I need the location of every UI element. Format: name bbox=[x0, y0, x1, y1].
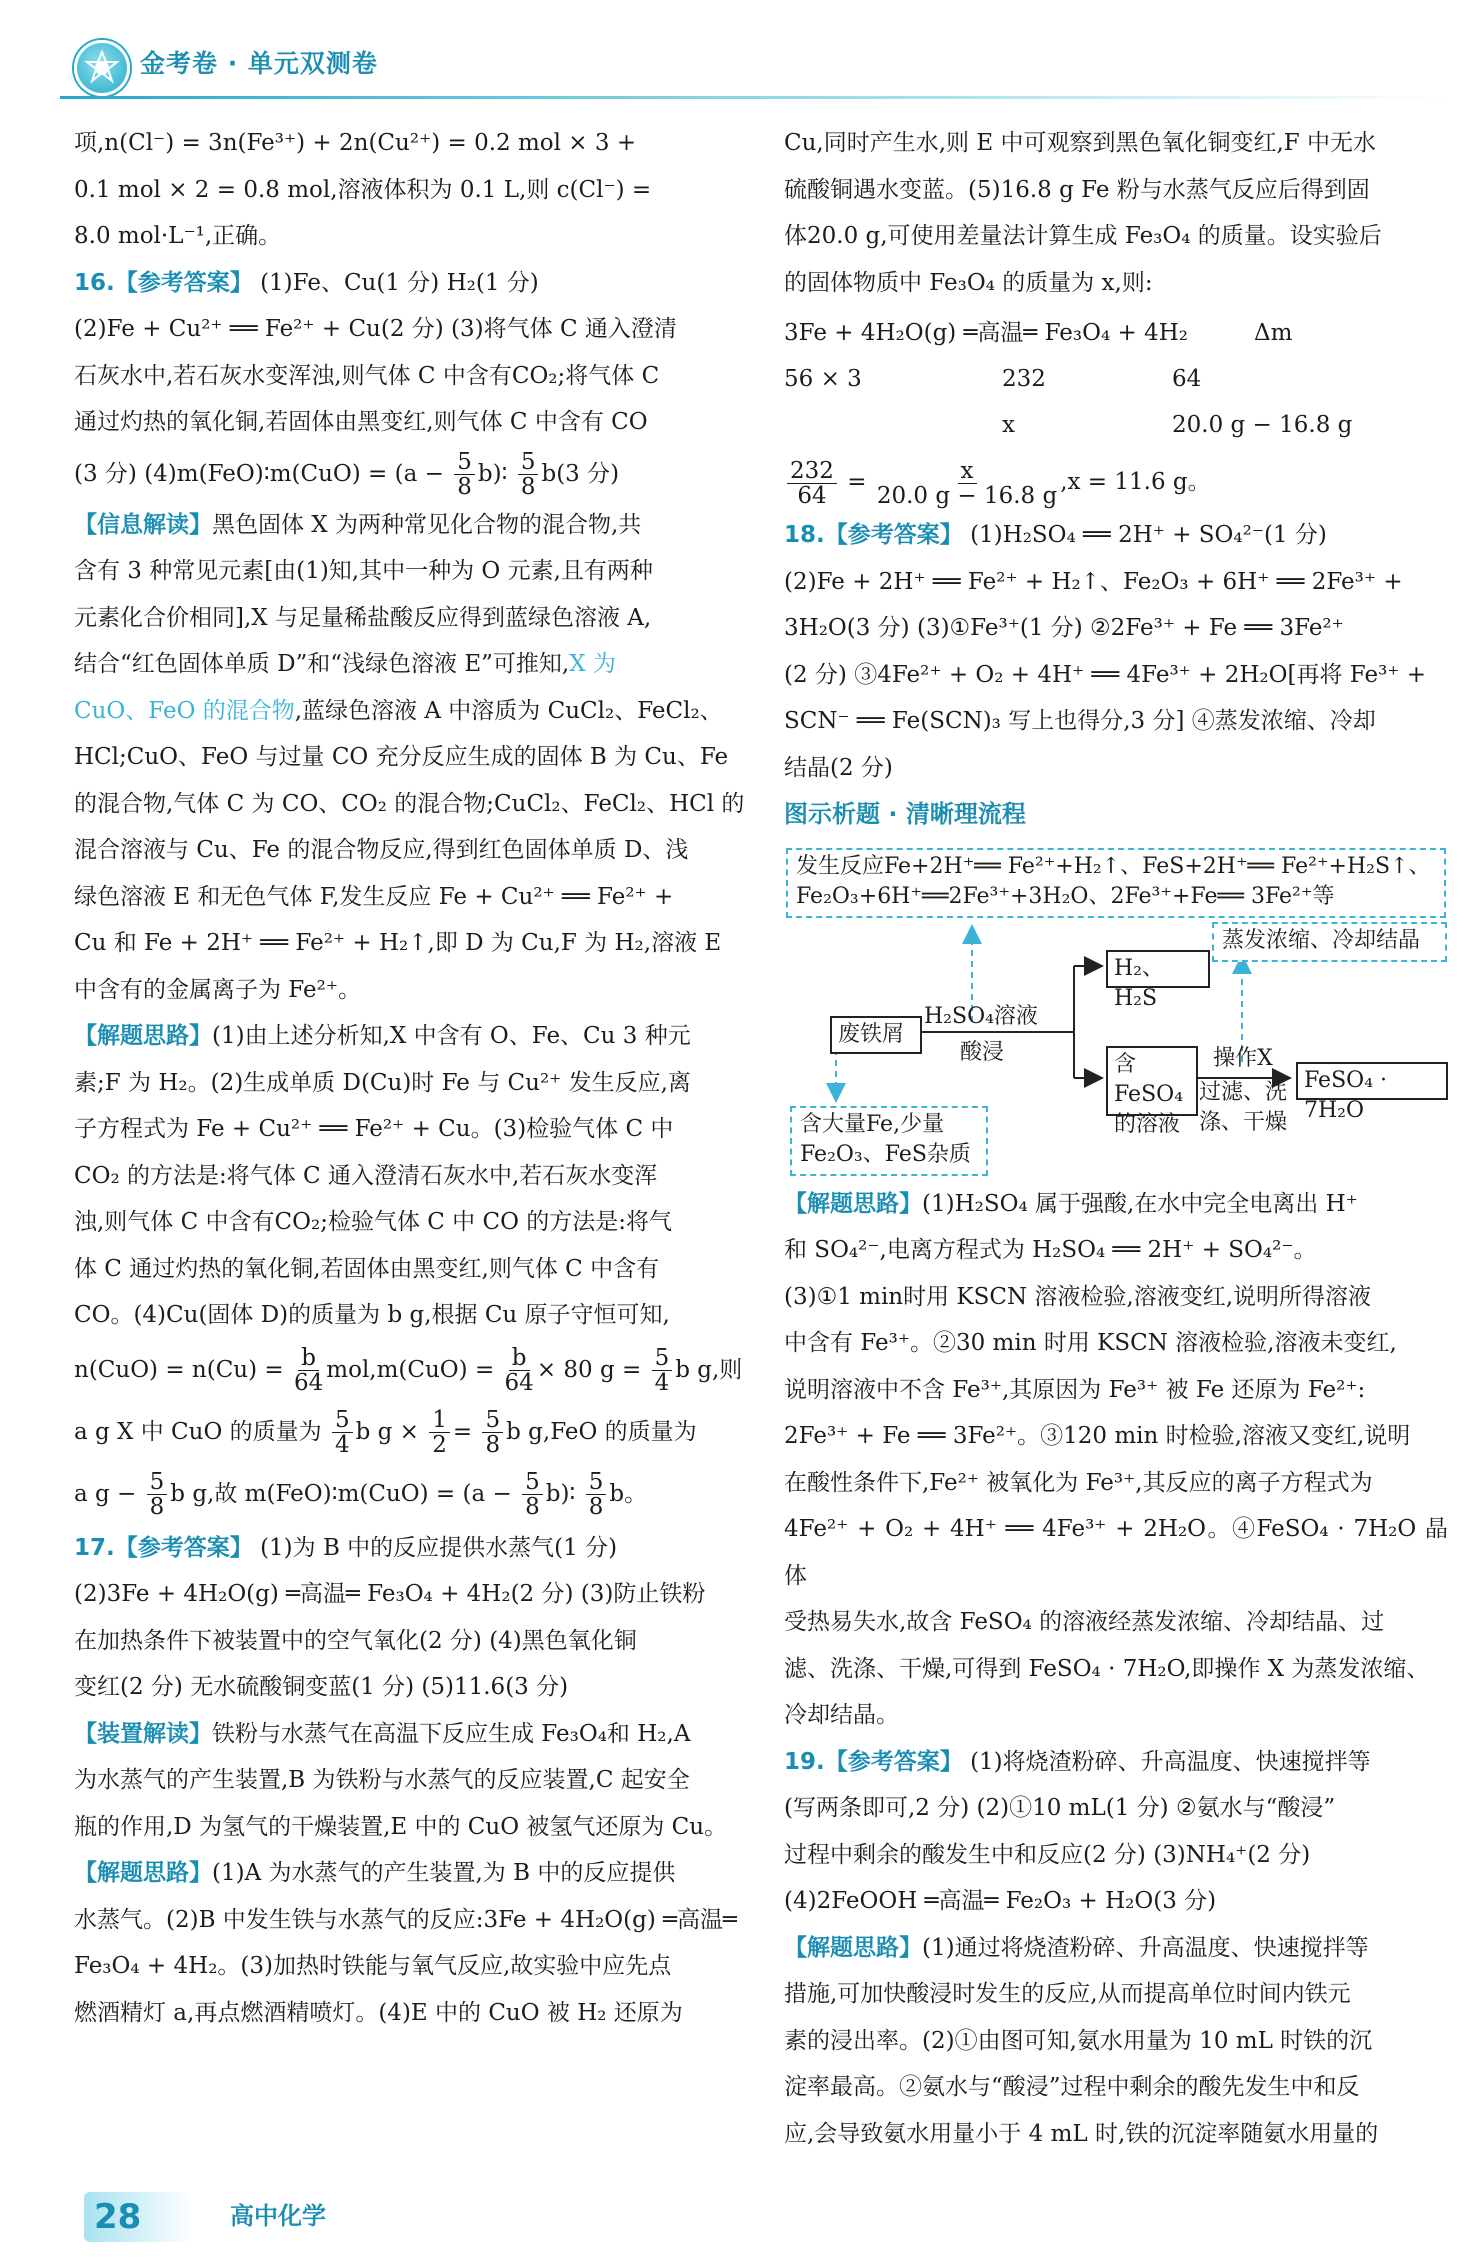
text-line: 和 SO₄²⁻,电离方程式为 H₂SO₄ ══ 2H⁺ + SO₄²⁻。 bbox=[784, 1237, 1317, 1263]
highlight-text: X 为 bbox=[569, 651, 616, 677]
text-line: 4Fe²⁺ + O₂ + 4H⁺ ══ 4Fe³⁺ + 2H₂O。④FeSO₄ · 7H₂O 晶体 bbox=[784, 1516, 1448, 1589]
info-para bbox=[74, 502, 752, 549]
text-line: 混合溶液与 Cu、Fe 的混合物反应,得到红色固体单质 D、浅 bbox=[74, 837, 689, 863]
text-line: Fe₂O₃+6H⁺══2Fe³⁺+3H₂O、2Fe³⁺+Fe══ 3Fe²⁺等 bbox=[796, 883, 1335, 909]
text-line: 的固体物质中 Fe₃O₄ 的质量为 x,则: bbox=[784, 269, 1153, 296]
text-span: 20.0 g − 16.8 g bbox=[1172, 411, 1353, 438]
page-header bbox=[0, 0, 1468, 120]
text-line: 中含有的金属离子为 Fe²⁺。 bbox=[74, 976, 361, 1003]
text-line: 说明溶液中不含 Fe³⁺,其原因为 Fe³⁺ 被 Fe 还原为 Fe²⁺: bbox=[784, 1376, 1366, 1403]
text-span: 56 × 3 bbox=[784, 365, 862, 392]
reaction-note-box bbox=[786, 848, 1446, 918]
text-line: 在酸性条件下,Fe²⁺ 被氧化为 Fe³⁺,其反应的离子方程式为 bbox=[784, 1469, 1373, 1496]
text-span: b g,FeO 的质量为 bbox=[506, 1418, 697, 1445]
text-line: 水蒸气。(2)B 中发生铁与水蒸气的反应:3Fe + 4H₂O(g) ═高温═ bbox=[74, 1906, 737, 1933]
text-line bbox=[74, 446, 752, 502]
text-span: × 80 g = bbox=[536, 1356, 642, 1383]
text-line: 8.0 mol·L⁻¹,正确。 bbox=[74, 223, 282, 249]
text-line: 含FeSO₄ bbox=[1114, 1051, 1184, 1107]
text-span: b)∶ bbox=[477, 460, 508, 487]
text-line: 项,n(Cl⁻) = 3n(Fe³⁺) + 2n(Cu²⁺) = 0.2 mol × 3 + bbox=[74, 130, 637, 156]
eq-row bbox=[784, 402, 1448, 448]
q19-answer bbox=[784, 1739, 1448, 1786]
right-column bbox=[784, 120, 1448, 2157]
text-line: Fe₃O₄ + 4H₂。(3)加热时铁能与氧气反应,故实验中应先点 bbox=[74, 1953, 672, 1979]
page-number-badge bbox=[84, 2192, 194, 2242]
text-line: 应,会导致氨水用量小于 4 mL 时,铁的沉淀率随氨水用量的 bbox=[784, 2120, 1379, 2147]
highlight-text: CuO、FeO 的混合物 bbox=[74, 697, 295, 724]
text-line: SCN⁻ ══ Fe(SCN)₃ 写上也得分,3 分] ④蒸发浓缩、冷却 bbox=[784, 708, 1376, 734]
solution-box bbox=[1106, 1046, 1198, 1137]
solution-para bbox=[74, 1850, 752, 1897]
text-span: a g X 中 CuO 的质量为 bbox=[74, 1418, 322, 1445]
text-line: 淀率最高。②氨水与“酸浸”过程中剩余的酸先发生中和反 bbox=[784, 2074, 1360, 2100]
solution-para bbox=[784, 1925, 1448, 1972]
solution-tag: 【解题思路】 bbox=[74, 1860, 212, 1886]
fraction: $\frac{5}{8}$ bbox=[482, 1408, 503, 1457]
text-span: b g,故 m(FeO)∶m(CuO) = (a − bbox=[170, 1480, 512, 1507]
text-span: a g − bbox=[74, 1480, 137, 1507]
text-line: 结晶(2 分) bbox=[784, 754, 893, 781]
brand-logo-icon bbox=[74, 40, 130, 96]
device-tag: 【装置解读】 bbox=[74, 1720, 212, 1747]
text-line: Cu 和 Fe + 2H⁺ ══ Fe²⁺ + H₂↑,即 D 为 Cu,F 为 H₂,溶液 E bbox=[74, 930, 722, 956]
text-span: n(CuO) = n(Cu) = bbox=[74, 1356, 284, 1383]
left-column bbox=[74, 120, 752, 2036]
text-line: (4)2FeOOH ═高温═ Fe₂O₃ + H₂O(3 分) bbox=[784, 1888, 1217, 1914]
fraction: $\frac{232}{64}$ bbox=[787, 459, 837, 508]
text-line: 体20.0 g,可使用差量法计算生成 Fe₃O₄ 的质量。设实验后 bbox=[784, 223, 1382, 249]
text-line: 发生反应Fe+2H⁺══ Fe²⁺+H₂↑、FeS+2H⁺══ Fe²⁺+H₂S↑、 bbox=[796, 853, 1431, 879]
text-line: (2)Fe + 2H⁺ ══ Fe²⁺ + H₂↑、Fe₂O₃ + 6H⁺ ══ 2Fe³⁺ + bbox=[784, 568, 1403, 595]
fraction: $\frac{1}{2}$ bbox=[429, 1408, 450, 1457]
fraction: $\frac{5}{4}$ bbox=[652, 1346, 673, 1395]
text-line: 的混合物,气体 C 为 CO、CO₂ 的混合物;CuCl₂、FeCl₂、HCl 的 bbox=[74, 790, 745, 817]
q18-answer bbox=[784, 512, 1448, 559]
text-span: (3 分) (4)m(FeO)∶m(CuO) = (a − bbox=[74, 460, 444, 487]
text-span: b)∶ bbox=[545, 1480, 576, 1507]
fraction: $\frac{5}{8}$ bbox=[147, 1470, 168, 1519]
text-line: (3)①1 min时用 KSCN 溶液检验,溶液变红,说明所得溶液 bbox=[784, 1283, 1372, 1310]
text-line bbox=[74, 1463, 752, 1525]
text-span: FeSO₄ · 7H₂O bbox=[1304, 1067, 1387, 1123]
fraction: $\frac{5}{8}$ bbox=[518, 450, 539, 499]
text-line: 0.1 mol × 2 = 0.8 mol,溶液体积为 0.1 L,则 c(Cl⁻) = bbox=[74, 176, 652, 203]
text-line: 措施,可加快酸浸时发生的反应,从而提高单位时间内铁元 bbox=[784, 1981, 1351, 2007]
page-footer bbox=[0, 2180, 1468, 2260]
text-span: b(3 分) bbox=[541, 460, 620, 487]
text-line bbox=[74, 1339, 752, 1401]
text-line: 含有 3 种常见元素[由(1)知,其中一种为 O 元素,且有两种 bbox=[74, 558, 653, 584]
text-span: 结合“红色固体单质 D”和“浅绿色溶液 E”可推知, bbox=[74, 651, 570, 677]
impurity-note-box bbox=[790, 1106, 988, 1176]
text-line: 冷却结晶。 bbox=[784, 1702, 899, 1728]
text-line: $\frac{232}{64}$ = $\frac{x}{20.0 g - 16.8 g}$ ,x = 11.6 g。 bbox=[784, 452, 1448, 512]
text-line: 石灰水中,若石灰水变浑浊,则气体 C 中含有CO₂;将气体 C bbox=[74, 362, 660, 389]
text-line: 子方程式为 Fe + Cu²⁺ ══ Fe²⁺ + Cu。(3)检验气体 C 中 bbox=[74, 1116, 674, 1142]
text-line: 绿色溶液 E 和无色气体 F,发生反应 Fe + Cu²⁺ ══ Fe²⁺ + bbox=[74, 883, 674, 910]
text-span: (1)H₂SO₄ 属于强酸,在水中完全电离出 H⁺ bbox=[922, 1190, 1358, 1217]
text-line: 过程中剩余的酸发生中和反应(2 分) (3)NH₄⁺(2 分) bbox=[784, 1841, 1311, 1868]
text-span: 蒸发浓缩、冷却结晶 bbox=[1222, 927, 1421, 953]
info-tag: 【信息解读】 bbox=[74, 511, 212, 538]
text-span: 232 bbox=[1002, 365, 1046, 392]
text-line: 3H₂O(3 分) (3)①Fe³⁺(1 分) ②2Fe³⁺ + Fe ══ 3Fe²⁺ bbox=[784, 615, 1344, 641]
brand-title: 金考卷 · 单元双测卷 bbox=[140, 49, 378, 78]
text-line: 2Fe³⁺ + Fe ══ 3Fe²⁺。③120 min 时检验,溶液又变红,说明 bbox=[784, 1423, 1411, 1449]
text-line: (2 分) ③4Fe²⁺ + O₂ + 4H⁺ ══ 4Fe³⁺ + 2H₂O[再将 Fe³⁺ + bbox=[784, 661, 1427, 688]
text-span: (1)由上述分析知,X 中含有 O、Fe、Cu 3 种元 bbox=[212, 1023, 691, 1049]
text-line: 的溶液 bbox=[1114, 1111, 1181, 1137]
fraction: $\frac{b}{64}$ bbox=[294, 1345, 324, 1396]
reagent-label: H₂SO₄溶液 bbox=[924, 1003, 1038, 1029]
text-line: 滤、洗涤、干燥,可得到 FeSO₄ · 7H₂O,即操作 X 为蒸发浓缩、 bbox=[784, 1655, 1430, 1682]
q17-answer bbox=[74, 1525, 752, 1572]
q16-answer bbox=[74, 260, 752, 307]
fraction: $\frac{b}{64}$ bbox=[504, 1345, 534, 1396]
text-line: CO。(4)Cu(固体 D)的质量为 b g,根据 Cu 原子守恒可知, bbox=[74, 1302, 670, 1328]
text-span: = bbox=[452, 1418, 473, 1445]
device-para bbox=[74, 1711, 752, 1758]
q18-heading: 18.【参考答案】 bbox=[784, 522, 963, 548]
text-span: 铁粉与水蒸气在高温下反应生成 Fe₃O₄和 H₂,A bbox=[212, 1720, 691, 1747]
text-line: (2)Fe + Cu²⁺ ══ Fe²⁺ + Cu(2 分) (3)将气体 C 通入澄清 bbox=[74, 316, 677, 342]
text-line: 素;F 为 H₂。(2)生成单质 D(Cu)时 Fe 与 Cu²⁺ 发生反应,离 bbox=[74, 1069, 691, 1096]
q16-heading: 16.【参考答案】 bbox=[74, 269, 253, 296]
text-line: 浊,则气体 C 中含有CO₂;检验气体 C 中 CO 的方法是:将气 bbox=[74, 1209, 672, 1235]
text-span: (1)将烧渣粉碎、升高温度、快速搅拌等 bbox=[970, 1748, 1371, 1775]
page-number: 28 bbox=[94, 2197, 142, 2237]
text-line: 素的浸出率。(2)①由图可知,氨水用量为 10 mL 时铁的沉 bbox=[784, 2027, 1373, 2054]
text-line: 瓶的作用,D 为氢气的干燥装置,E 中的 CuO 被氢气还原为 Cu。 bbox=[74, 1813, 728, 1840]
text-line bbox=[74, 688, 752, 735]
text-span: b g × bbox=[355, 1418, 419, 1445]
text-span: 废铁屑 bbox=[838, 1021, 905, 1047]
text-line: 硫酸铜遇水变蓝。(5)16.8 g Fe 粉与水蒸气反应后得到固 bbox=[784, 176, 1370, 203]
text-span: 64 bbox=[1172, 365, 1202, 392]
text-line: 含大量Fe,少量 bbox=[800, 1111, 945, 1137]
operation-x-label: 操作X 过滤、洗 涤、干燥 bbox=[1198, 1045, 1287, 1135]
text-line: 中含有 Fe³⁺。②30 min 时用 KSCN 溶液检验,溶液未变红, bbox=[784, 1330, 1397, 1356]
text-span: mol,m(CuO) = bbox=[326, 1356, 495, 1383]
text-line: 受热易失水,故含 FeSO₄ 的溶液经蒸发浓缩、冷却结晶、过 bbox=[784, 1609, 1385, 1635]
text-span: Δm bbox=[1254, 319, 1293, 346]
fraction: $\frac{x}{20.0 g - 16.8 g}$ bbox=[876, 457, 1058, 509]
text-line: 体 C 通过灼热的氧化铜,若固体由黑变红,则气体 C 中含有 bbox=[74, 1255, 660, 1282]
solution-tag: 【解题思路】 bbox=[784, 1190, 922, 1217]
text-line: CO₂ 的方法是:将气体 C 通入澄清石灰水中,若石灰水变浑 bbox=[74, 1162, 658, 1189]
process-flow-diagram bbox=[784, 846, 1448, 1181]
text-span: ,x = 11.6 g。 bbox=[1060, 469, 1211, 495]
header-divider bbox=[60, 96, 1450, 99]
fraction: $\frac{5}{8}$ bbox=[586, 1470, 607, 1519]
text-line: 在加热条件下被装置中的空气氧化(2 分) (4)黑色氧化铜 bbox=[74, 1627, 637, 1654]
text-span: (1)A 为水蒸气的产生装置,为 B 中的反应提供 bbox=[212, 1860, 676, 1886]
text-span: x bbox=[1002, 411, 1015, 438]
fraction: $\frac{5}{4}$ bbox=[332, 1408, 353, 1457]
solution-tag: 【解题思路】 bbox=[784, 1934, 922, 1961]
text-line bbox=[74, 641, 752, 688]
text-line: 变红(2 分) 无水硫酸铜变蓝(1 分) (5)11.6(3 分) bbox=[74, 1674, 569, 1700]
text-span: ,蓝绿色溶液 A 中溶质为 CuCl₂、FeCl₂、 bbox=[294, 697, 723, 724]
text-span: b。 bbox=[609, 1480, 648, 1507]
text-line bbox=[74, 1401, 752, 1463]
text-line: Cu,同时产生水,则 E 中可观察到黑色氧化铜变红,F 中无水 bbox=[784, 130, 1377, 156]
text-line: 元素化合价相同],X 与足量稀盐酸反应得到蓝绿色溶液 A, bbox=[74, 604, 652, 631]
text-span: (1)Fe、Cu(1 分) H₂(1 分) bbox=[260, 269, 539, 296]
fraction: $\frac{5}{8}$ bbox=[454, 450, 475, 499]
eq-row bbox=[784, 356, 1448, 402]
text-span: H₂、H₂S bbox=[1114, 955, 1165, 1011]
text-line: 燃酒精灯 a,再点燃酒精喷灯。(4)E 中的 CuO 被 H₂ 还原为 bbox=[74, 1999, 683, 2026]
solution-para bbox=[74, 1013, 752, 1060]
text-line: (写两条即可,2 分) (2)①10 mL(1 分) ②氨水与“酸浸” bbox=[784, 1795, 1336, 1821]
q19-heading: 19.【参考答案】 bbox=[784, 1748, 963, 1775]
solution-para bbox=[784, 1181, 1448, 1228]
scrap-iron-box bbox=[830, 1016, 922, 1054]
text-line: 为水蒸气的产生装置,B 为铁粉与水蒸气的反应装置,C 起安全 bbox=[74, 1767, 690, 1793]
q17-heading: 17.【参考答案】 bbox=[74, 1534, 253, 1561]
solution-tag: 【解题思路】 bbox=[74, 1023, 212, 1049]
evaporation-note-box bbox=[1212, 922, 1447, 962]
text-span: (1)通过将烧渣粉碎、升高温度、快速搅拌等 bbox=[922, 1934, 1369, 1961]
fraction: $\frac{5}{8}$ bbox=[522, 1470, 543, 1519]
text-span: b g,则 bbox=[675, 1356, 743, 1383]
text-line: (2)3Fe + 4H₂O(g) ═高温═ Fe₃O₄ + 4H₂(2 分) (3)防止铁粉 bbox=[74, 1581, 706, 1607]
text-line: 通过灼热的氧化铜,若固体由黑变红,则气体 C 中含有 CO bbox=[74, 409, 648, 435]
difference-equation bbox=[784, 310, 1448, 448]
text-span: 黑色固体 X 为两种常见化合物的混合物,共 bbox=[212, 511, 642, 538]
text-line: Fe₂O₃、FeS杂质 bbox=[800, 1141, 971, 1167]
text-span: (1)为 B 中的反应提供水蒸气(1 分) bbox=[260, 1534, 618, 1561]
text-line: HCl;CuO、FeO 与过量 CO 充分反应生成的固体 B 为 Cu、Fe bbox=[74, 744, 729, 770]
step-label: 酸浸 bbox=[960, 1039, 1005, 1065]
text-span: 3Fe + 4H₂O(g) ═高温═ Fe₃O₄ + 4H₂ bbox=[784, 319, 1189, 346]
product-box bbox=[1296, 1062, 1448, 1123]
eq-row bbox=[784, 310, 1448, 356]
text-span: (1)H₂SO₄ ══ 2H⁺ + SO₄²⁻(1 分) bbox=[970, 522, 1327, 548]
figure-section-title: 图示析题 · 清晰理流程 bbox=[784, 800, 1026, 828]
subject-label: 高中化学 bbox=[230, 2202, 326, 2230]
gas-products-box bbox=[1106, 950, 1210, 1011]
